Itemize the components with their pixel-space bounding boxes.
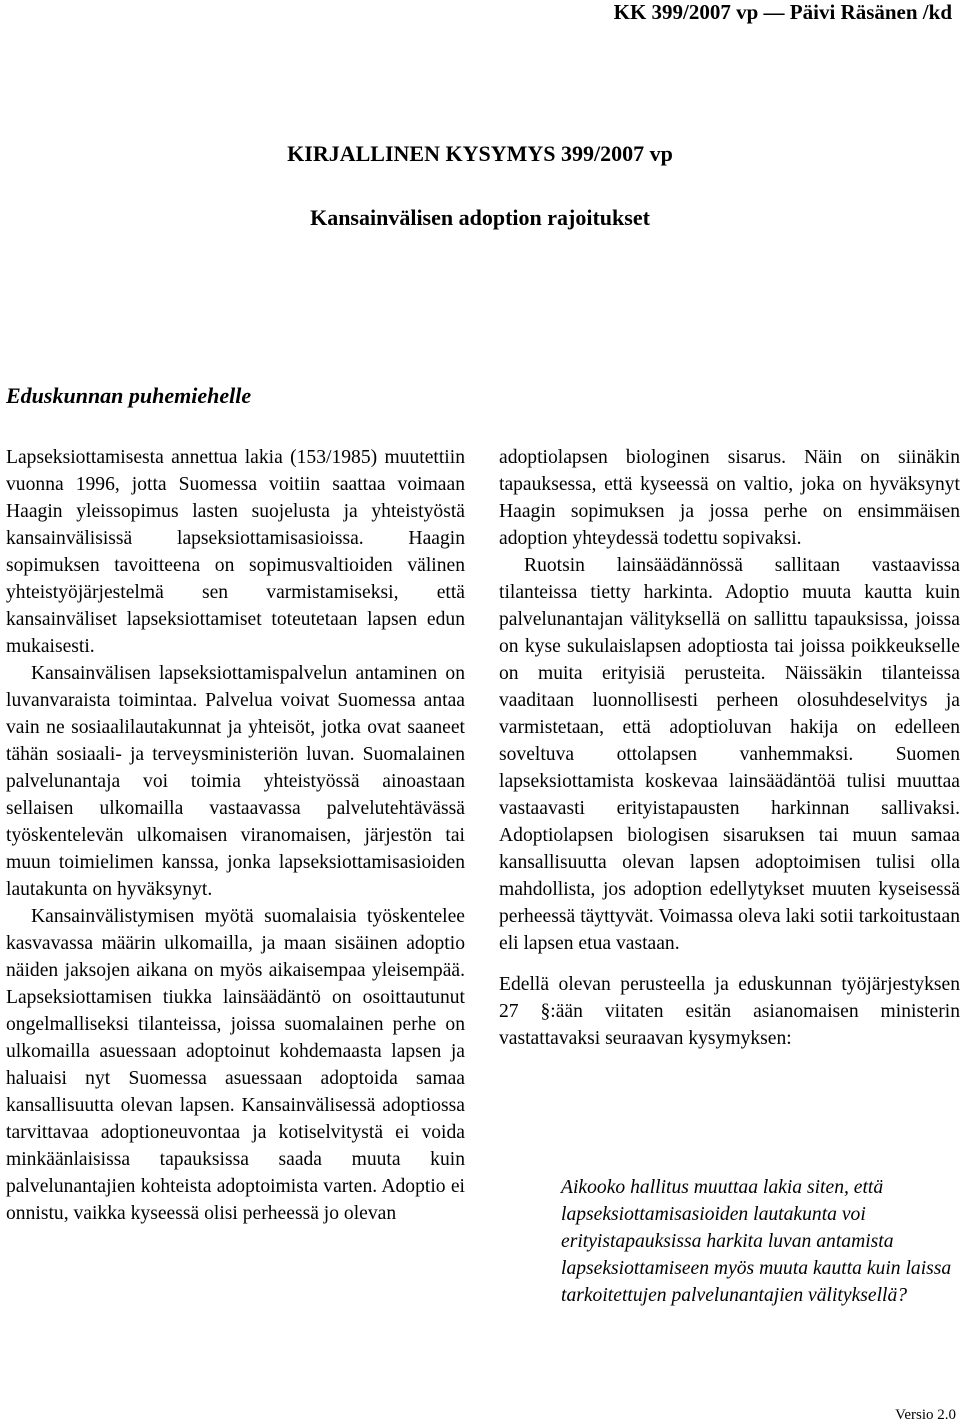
body-paragraph: Kansainvälistymisen myötä suomalaisia työskentelee kasvavassa määrin ulkomailla, ja maan sisäinen adoptio näiden jaksojen aikana on myös aikaisempaa yleisempää. Lapseksiottamisen tiukka lainsäädäntö on osoittautunut ongelmalliseksi tilanteissa, joissa suomalainen perhe on ulkomailla asuessaan adoptoinut kohdemaasta lapsen ja haluaisi nyt Suomessa asuessaan adoptoida samaa kansallisuutta olevan lapsen. Kansainvälisessä adoptiossa tarvittavaa adoptioneuvontaa ja kotiselvitystä ei voida minkäänlaisissa tapauksissa saada muuta kuin palvelunantajien kohteista adoptoimista varten. Adoptio ei onnistu, vaikka kyseessä olisi perheessä jo olevan (6, 906, 465, 1224)
document-title: KIRJALLINEN KYSYMYS 399/2007 vp (287, 141, 673, 166)
salutation: Eduskunnan puhemiehelle (6, 383, 252, 408)
version-footer: Versio 2.0 (895, 1407, 956, 1423)
body-paragraph: Kansainvälisen lapseksiottamispalvelun antaminen on luvanvaraista toimintaa. Palvelua voivat Suomessa antaa vain ne sosiaalilautakunnat ja yhteisöt, jotka ovat saaneet tähän sosiaali- ja terveysministeriön luvan. Suomalainen palvelunantaja voi toimia yhteistyössä ainoastaan sellaisen ulkomailla vastaavassa palvelutehtävässä työskentelevän ulkomaisen viranomaisen, järjestön tai muun toimielimen kanssa, jonka lapseksiottamisasioiden lautakunta on hyväksynyt. (6, 663, 465, 900)
left-text-column (6, 444, 465, 1227)
closing-paragraph: Edellä olevan perusteella ja eduskunnan työjärjestyksen 27 §:ään viitaten esitän asianomaisen ministerin vastattavaksi seuraavan kysymyksen: (499, 974, 960, 1049)
right-text-column (499, 444, 960, 1052)
document-reference-header: KK 399/2007 vp — Päivi Räsänen /kd (613, 0, 952, 24)
body-paragraph: Ruotsin lainsäädännössä sallitaan vastaavissa tilanteissa tietty harkinta. Adoptio muuta kautta kuin palvelunantajan välityksellä on sallittu tapauksissa, joissa on kyse sukulaislapsen adoptiosta tai joissa poikkeukselle on muita erityisiä perusteita. Näissäkin tilanteissa vaaditaan luonnollisesti perheen olosuhdeselvitys ja varmistetaan, että adoptioluvan hakija on edelleen soveltuva ottolapsen vanhemmaksi. Suomen lapseksiottamista koskevaa lainsäädäntöä tulisi muuttaa vastaavasti erityistapausten harkinnan sallivaksi. Adoptiolapsen biologisen sisaruksen tai muun samaa kansallisuutta olevan lapsen adoptoimisen tulisi olla mahdollista, jos adoption edellytykset muuten kyseisessä perheessä täyttyvät. Voimassa oleva laki sotii tarkoitustaan eli lapsen etua vastaan. (499, 555, 960, 954)
question-subject: Kansainvälisen adoption rajoitukset (310, 205, 650, 230)
body-paragraph: adoptiolapsen biologinen sisarus. Näin on siinäkin tapauksessa, että kyseessä on valtio, joka on hyväksynyt Haagin sopimuksen ja jossa perhe on ensimmäisen adoption yhteydessä todettu sopivaksi. (499, 447, 960, 549)
body-paragraph: Lapseksiottamisesta annettua lakia (153/1985) muutettiin vuonna 1996, jotta Suomessa voitiin saattaa voimaan Haagin yleissopimus lasten suojelusta ja yhteistyöstä kansainvälisissä lapseksiottamisasioissa. Haagin sopimuksen tavoitteena on sopimusvaltioiden välinen yhteistyöjärjestelmä sen varmistamiseksi, että kansainväliset lapseksiottamiset toteutetaan lapsen edun mukaisesti. (6, 447, 465, 657)
formal-question: Aikooko hallitus muuttaa lakia siten, että lapseksiottamisasioiden lautakunta voi erityistapauksissa harkita luvan antamista lapseksiottamiseen myös muuta kautta kuin laissa tarkoitettujen palvelunantajien välityksellä? (561, 1177, 952, 1306)
